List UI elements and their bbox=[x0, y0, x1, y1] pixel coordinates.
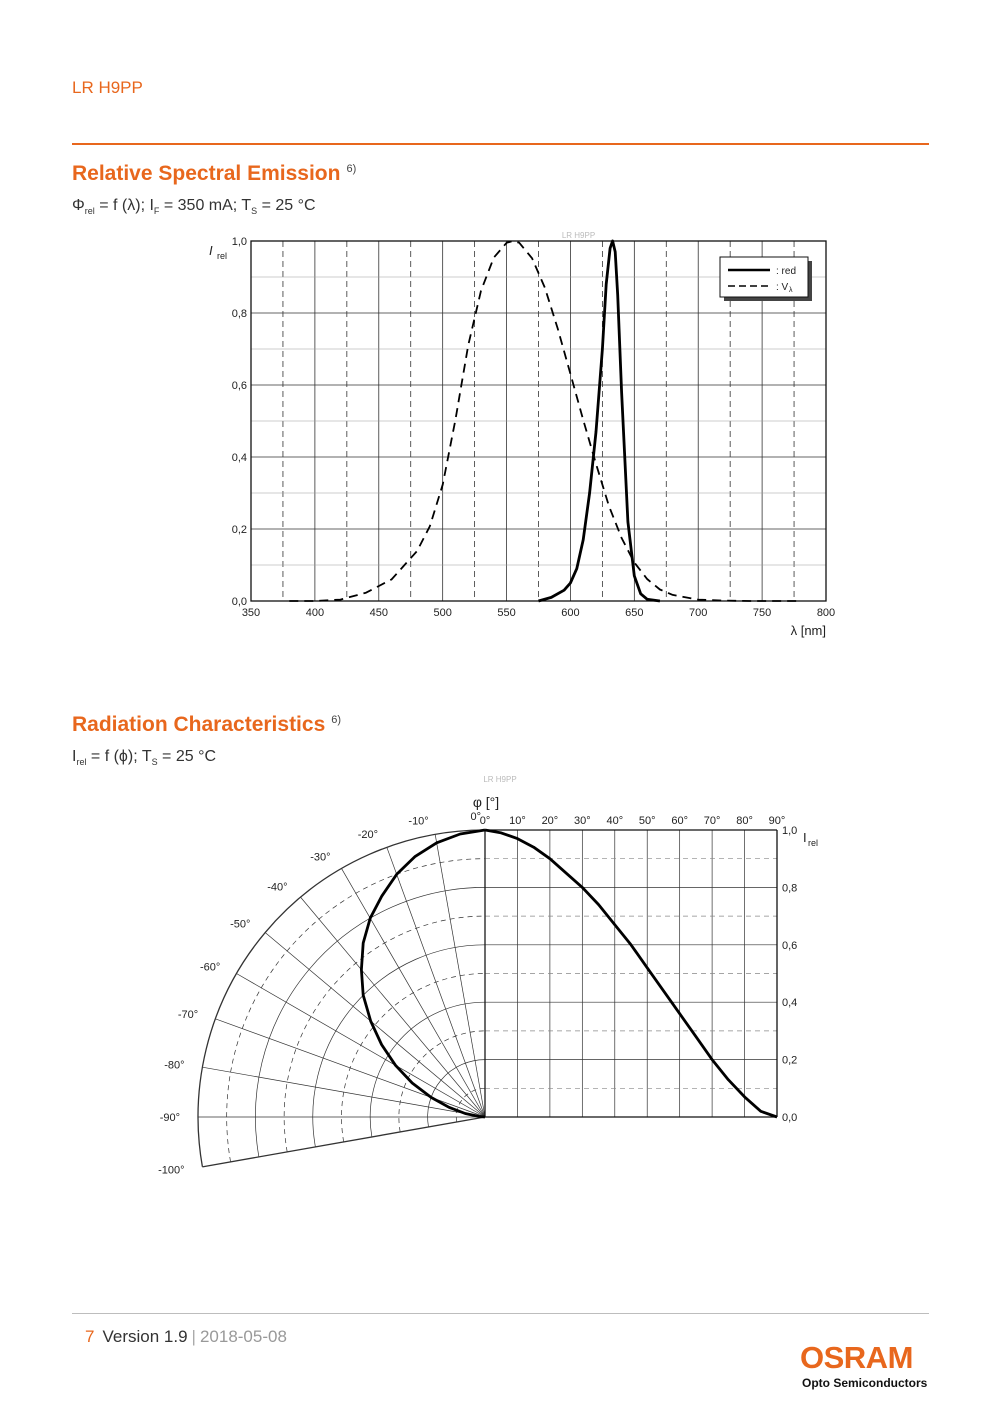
spectral-emission-chart bbox=[0, 225, 1000, 655]
polar-angle-label: -80° bbox=[164, 1059, 185, 1072]
radiation-characteristics-chart bbox=[0, 770, 1000, 1200]
legend-label-v-lambda-sub: λ bbox=[789, 287, 793, 294]
x-tick-label: 700 bbox=[689, 607, 708, 619]
y-tick-label: 0,4 bbox=[231, 452, 247, 464]
y-tick-label: 1,0 bbox=[782, 825, 798, 837]
y-axis-label: I bbox=[803, 830, 807, 845]
polar-angle-label: -90° bbox=[159, 1112, 180, 1124]
polar-angle-label: -40° bbox=[267, 881, 288, 894]
x-tick-label: 90° bbox=[768, 815, 786, 827]
osram-logo: OSRAM bbox=[800, 1340, 913, 1375]
y-axis-label: I bbox=[209, 243, 213, 258]
header-rule bbox=[72, 143, 929, 145]
x-tick-label: 10° bbox=[509, 815, 526, 827]
legend-label-red: : red bbox=[776, 266, 797, 277]
x-tick-label: 650 bbox=[625, 607, 644, 619]
chart-title: φ [°] bbox=[472, 794, 500, 810]
x-tick-label: 350 bbox=[241, 607, 261, 619]
polar-radial-line bbox=[202, 1067, 485, 1117]
legend-label-v-lambda: : V bbox=[776, 282, 789, 293]
x-tick-label: 80° bbox=[736, 815, 753, 827]
polar-angle-label: -30° bbox=[310, 851, 331, 864]
y-axis-label-sub: rel bbox=[808, 838, 819, 848]
x-tick-label: 30° bbox=[574, 815, 591, 827]
polar-angle-label: -100° bbox=[158, 1164, 185, 1177]
x-tick-label: 60° bbox=[671, 815, 688, 827]
polar-radial-line bbox=[435, 834, 485, 1117]
y-tick-label: 0,2 bbox=[782, 1054, 798, 1067]
x-axis-label: λ [nm] bbox=[790, 623, 826, 638]
x-tick-label: 800 bbox=[816, 607, 836, 619]
x-tick-label: 400 bbox=[305, 607, 325, 619]
x-tick-label: 0° bbox=[479, 815, 491, 827]
document-id: LR H9PP bbox=[72, 78, 143, 97]
y-tick-label: 0,6 bbox=[231, 380, 247, 392]
footnote-ref: 6) bbox=[346, 163, 357, 175]
polar-angle-label: -20° bbox=[357, 829, 379, 842]
section-title-radiation: Radiation Characteristics $^{6)}$ bbox=[72, 713, 342, 736]
x-tick-label: 600 bbox=[561, 607, 580, 619]
polar-angle-label: 0° bbox=[470, 811, 481, 823]
chart-watermark: LR H9PP bbox=[483, 775, 517, 784]
polar-angle-label: -60° bbox=[200, 961, 221, 974]
legend-box bbox=[720, 257, 808, 297]
y-tick-label: 0,0 bbox=[782, 1112, 798, 1124]
y-tick-label: 1,0 bbox=[231, 236, 247, 248]
y-tick-label: 0,8 bbox=[231, 308, 247, 320]
y-tick-label: 0,4 bbox=[782, 997, 798, 1010]
polar-angle-label: -10° bbox=[408, 815, 429, 828]
page-number: 7 bbox=[85, 1327, 95, 1346]
date: 2018-05-08 bbox=[199, 1327, 287, 1346]
polar-angle-label: -70° bbox=[177, 1009, 199, 1022]
y-axis-label-sub: rel bbox=[217, 251, 228, 261]
polar-curve bbox=[361, 830, 485, 1117]
formula-spectral: $\Phi_{rel} = f$ (λ); $I_F = 350$ mA; $T_S = 25$ °C bbox=[72, 197, 316, 217]
polar-radial-line bbox=[236, 974, 485, 1118]
formula-radiation: $I_{rel} = f$ (ϕ); $T_S = 25$ °C bbox=[72, 748, 217, 768]
logo-subtitle: Opto Semiconductors bbox=[802, 1376, 928, 1390]
x-tick-label: 20° bbox=[541, 815, 559, 827]
x-tick-label: 450 bbox=[369, 607, 388, 619]
y-tick-label: 0,0 bbox=[231, 596, 247, 608]
version: Version 1.9 bbox=[102, 1327, 188, 1346]
polar-radial-line bbox=[301, 897, 485, 1117]
y-tick-label: 0,2 bbox=[231, 524, 247, 536]
polar-radial-line bbox=[202, 1117, 485, 1167]
x-tick-label: 40° bbox=[606, 815, 624, 827]
chart-watermark: LR H9PP bbox=[561, 231, 596, 240]
x-tick-label: 500 bbox=[433, 607, 452, 619]
x-tick-label: 70° bbox=[703, 815, 721, 827]
polar-angle-label: -50° bbox=[230, 918, 251, 931]
y-tick-label: 0,6 bbox=[782, 939, 798, 952]
x-tick-label: 50° bbox=[638, 815, 656, 827]
footer: 7 Version 1.9 | 2018-05-08 bbox=[85, 1327, 287, 1346]
footnote-ref: 6) bbox=[331, 714, 342, 726]
section-title-spectral: Relative Spectral Emission $^{6)}$ bbox=[72, 162, 357, 185]
y-tick-label: 0,8 bbox=[782, 882, 798, 895]
x-tick-label: 750 bbox=[752, 607, 772, 619]
polar-radial-line bbox=[265, 933, 485, 1117]
x-tick-label: 550 bbox=[497, 607, 516, 619]
footer-rule bbox=[72, 1313, 929, 1314]
